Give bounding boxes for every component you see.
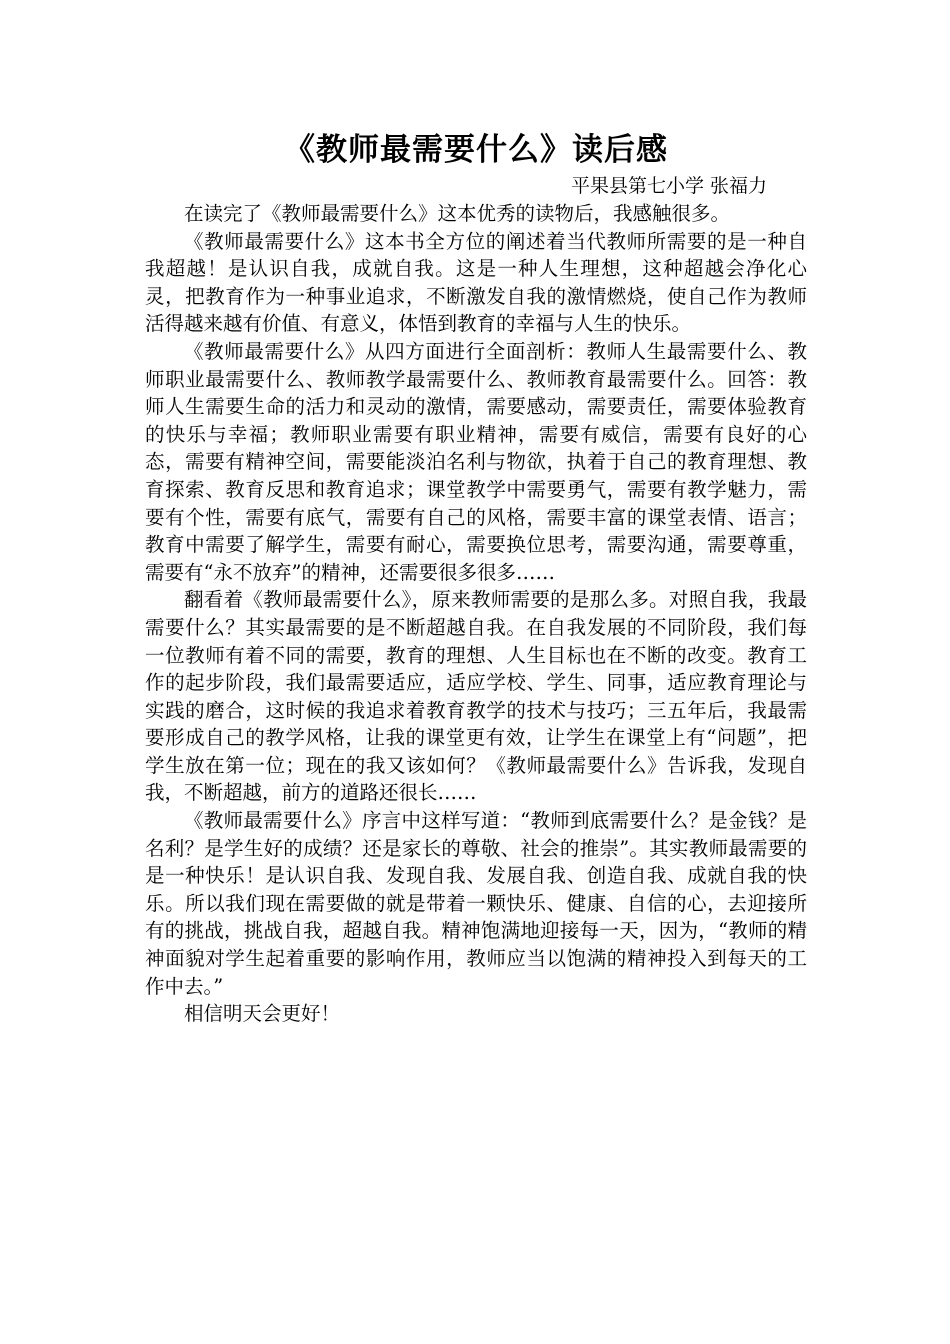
- paragraph-intro: 在读完了《教师最需要什么》这本优秀的读物后，我感触很多。: [184, 202, 731, 225]
- paragraph-reflection: 翻看着《教师最需要什么》，原来教师需要的是那么多。对照自我，我最需要什么？其实最需要的是不断超越自我。在自我发展的不同阶段，我们每一位教师有着不同的需要，教育的理想、人生目标也在不断的改变。教育工作的起步阶段，我们最需要适应，适应学校、学生、同事，适应教育理论与实践的磨合，这时候的我追求着教育教学的技术与技巧；三五年后，我最需要形成自己的教学风格，让我的课堂更有效，让学生在课堂上有“问题”，把学生放在第一位；现在的我又该如何？《教师最需要什么》告诉我，发现自我，不断超越，前方的道路还很长……: [145, 588, 807, 805]
- document-body: [145, 128, 807, 1028]
- document-title: 《教师最需要什么》读后感: [284, 132, 668, 168]
- paragraph-four-aspects: 《教师最需要什么》从四方面进行全面剖析：教师人生最需要什么、教师职业最需要什么、教师教学最需要什么、教师教育最需要什么。回答：教师人生需要生命的活力和灵动的激情，需要感动，需要责任，需要体验教育的快乐与幸福；教师职业需要有职业精神，需要有威信，需要有良好的心态，需要有精神空间，需要能淡泊名利与物欲，执着于自己的教育理想、教育探索、教育反思和教育追求；课堂教学中需要勇气，需要有教学魅力，需要有个性，需要有底气，需要有自己的风格，需要丰富的课堂表情、语言；教育中需要了解学生，需要有耐心，需要换位思考，需要沟通，需要尊重，需要有“永不放弃”的精神，还需要很多很多……: [145, 339, 807, 584]
- paragraph-closing: 相信明天会更好！: [184, 1002, 341, 1026]
- paragraph-self-transcendence: 《教师最需要什么》这本书全方位的阐述着当代教师所需要的是一种自我超越！是认识自我，成就自我。这是一种人生理想，这种超越会净化心灵，把教育作为一种事业追求，不断激发自我的激情燃烧，使自己作为教师活得越来越有价值、有意义，体悟到教育的幸福与人生的快乐。: [145, 229, 807, 336]
- paragraph-preface-quote: 《教师最需要什么》序言中这样写道：“教师到底需要什么？是金钱？是名利？是学生好的成绩？还是家长的尊敬、社会的推崇”。其实教师最需要的是一种快乐！是认识自我、发现自我、发展自我、创造自我、成就自我的快乐。所以我们现在需要做的就是带着一颗快乐、健康、自信的心，去迎接所有的挑战，挑战自我，超越自我。精神饱满地迎接每一天，因为，“教师的精神面貌对学生起着重要的影响作用，教师应当以饱满的精神投入到每天的工作中去。”: [145, 809, 807, 998]
- author-line: 平果县第七小学 张福力: [570, 175, 767, 197]
